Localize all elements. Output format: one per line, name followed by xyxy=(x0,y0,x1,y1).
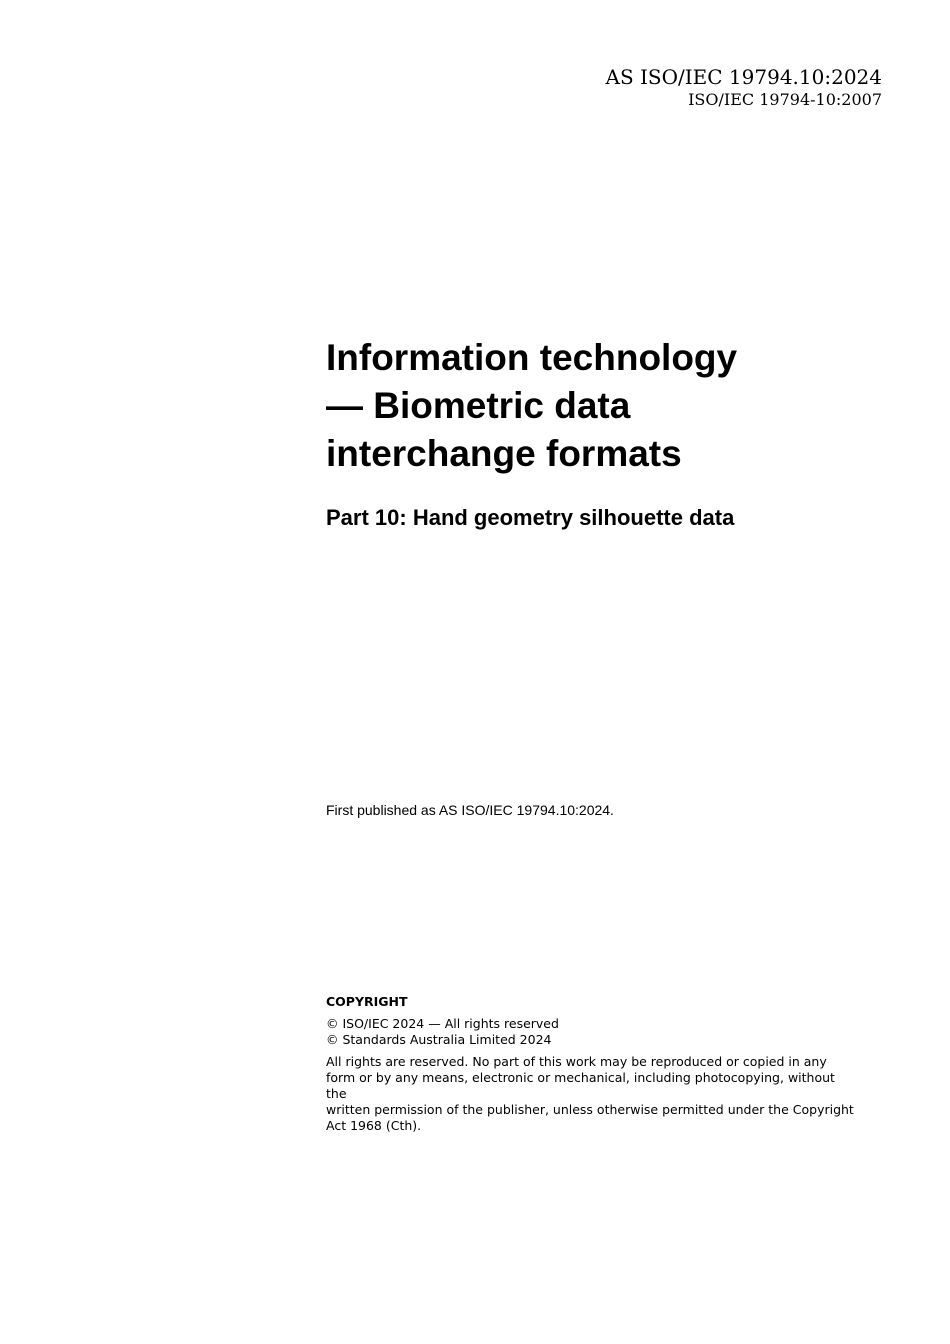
main-title-line-3: interchange formats xyxy=(326,433,682,474)
rights-line-2: form or by any means, electronic or mechanical, including photocopying, without the xyxy=(326,1070,835,1101)
copyright-line-standards-australia: © Standards Australia Limited 2024 xyxy=(326,1032,552,1047)
title-block xyxy=(326,334,886,532)
copyright-heading: COPYRIGHT xyxy=(326,994,408,1009)
document-designation-header xyxy=(606,64,882,110)
main-title-line-1: Information technology xyxy=(326,337,738,378)
rights-line-1: All rights are reserved. No part of this work may be reproduced or copied in any xyxy=(326,1054,827,1069)
copyright-block xyxy=(326,994,856,1134)
part-title: Part 10: Hand geometry silhouette data xyxy=(326,505,735,530)
rights-line-3: written permission of the publisher, unless otherwise permitted under the Copyright xyxy=(326,1102,854,1117)
copyright-line-iso: © ISO/IEC 2024 — All rights reserved xyxy=(326,1016,559,1031)
main-title-line-2: — Biometric data xyxy=(326,385,631,426)
standard-designation: AS ISO/IEC 19794.10:2024 xyxy=(605,65,882,89)
adopted-standard-designation: ISO/IEC 19794-10:2007 xyxy=(688,90,882,109)
rights-reserved-text xyxy=(326,1054,856,1134)
first-published-statement: First published as AS ISO/IEC 19794.10:2024. xyxy=(326,802,614,818)
rights-line-4: Act 1968 (Cth). xyxy=(326,1118,422,1133)
